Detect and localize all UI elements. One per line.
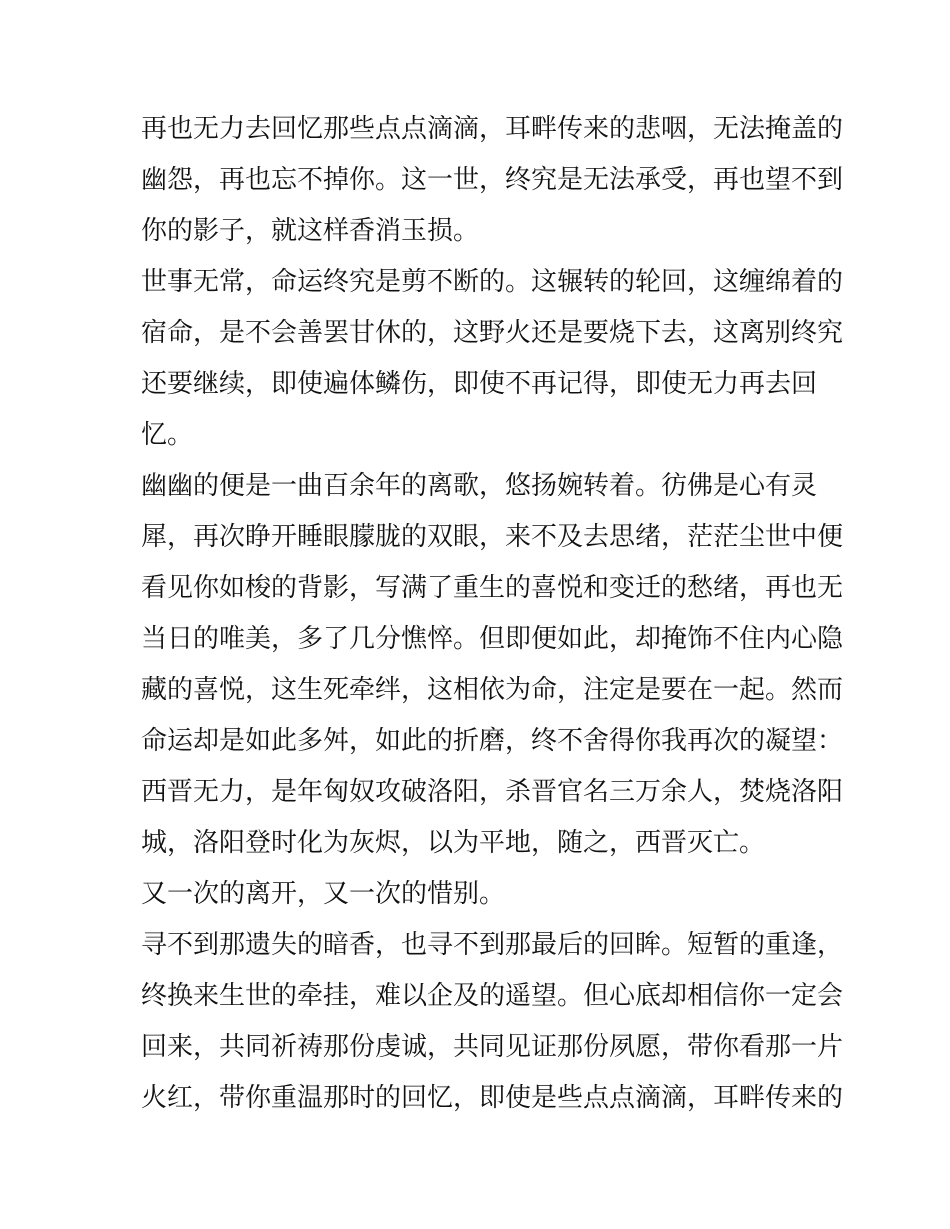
text-line: 忆。 <box>141 420 194 450</box>
text-line: 终换来生世的牵挂，难以企及的遥望。但心底却相信你一定会 <box>141 981 844 1011</box>
text-line: 看见你如梭的背影，写满了重生的喜悦和变迁的愁绪，再也无 <box>141 573 844 603</box>
text-line: 当日的唯美，多了几分憔悴。但即便如此，却掩饰不住内心隐 <box>141 624 844 654</box>
text-line: 寻不到那遗失的暗香，也寻不到那最后的回眸。短暂的重逢， <box>141 930 844 960</box>
text-line: 幽怨，再也忘不掉你。这一世，终究是无法承受，再也望不到 <box>141 165 844 195</box>
text-line: 再也无力去回忆那些点点滴滴，耳畔传来的悲咽，无法掩盖的 <box>141 114 844 144</box>
text-line: 世事无常，命运终究是剪不断的。这辗转的轮回，这缠绵着的 <box>141 267 844 297</box>
text-line: 回来，共同祈祷那份虔诚，共同见证那份夙愿，带你看那一片 <box>141 1032 844 1062</box>
text-line: 宿命，是不会善罢甘休的，这野火还是要烧下去，这离别终究 <box>141 318 844 348</box>
text-line: 犀，再次睁开睡眼朦胧的双眼，来不及去思绪，茫茫尘世中便 <box>141 522 844 552</box>
text-line: 幽幽的便是一曲百余年的离歌，悠扬婉转着。彷佛是心有灵 <box>141 471 818 501</box>
text-line: 藏的喜悦，这生死牵绊，这相依为命，注定是要在一起。然而 <box>141 675 844 705</box>
text-line: 还要继续，即使遍体鳞伤，即使不再记得，即使无力再去回 <box>141 369 818 399</box>
body-text <box>141 104 844 1124</box>
text-line: 命运却是如此多舛，如此的折磨，终不舍得你我再次的凝望： <box>141 726 844 756</box>
text-line: 你的影子，就这样香消玉损。 <box>141 216 480 246</box>
text-line: 西晋无力，是年匈奴攻破洛阳，杀晋官名三万余人，焚烧洛阳 <box>141 777 844 807</box>
text-line: 城，洛阳登时化为灰烬，以为平地，随之，西晋灭亡。 <box>141 828 766 858</box>
text-line: 火红，带你重温那时的回忆，即使是些点点滴滴，耳畔传来的 <box>141 1083 844 1113</box>
text-line: 又一次的离开，又一次的惜别。 <box>141 879 506 909</box>
